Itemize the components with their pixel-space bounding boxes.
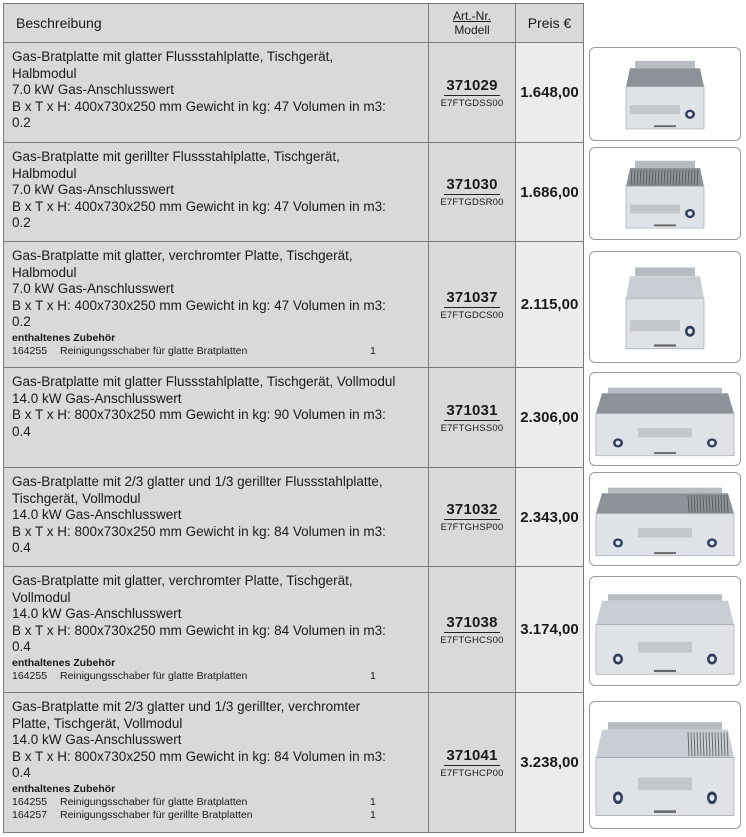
article-number: 371030	[446, 176, 498, 193]
column-header-article	[429, 4, 516, 43]
full-module-mixed-griddle-image	[589, 472, 741, 566]
product-price: 2.343,00	[516, 468, 584, 567]
accessory-quantity: 1	[370, 669, 376, 682]
half-module-ribbed-griddle-image	[589, 147, 741, 240]
accessory-quantity: 1	[370, 344, 376, 357]
product-description	[4, 242, 429, 368]
model-number: E7FTGHCP00	[440, 767, 504, 779]
table-header-row	[4, 4, 584, 43]
model-number: E7FTGDSS00	[440, 97, 504, 109]
product-description	[4, 143, 429, 242]
article-number: 371041	[446, 746, 498, 764]
model-number: E7FTGDCS00	[440, 309, 504, 321]
accessory-id: 164255	[12, 344, 48, 357]
accessory-row	[12, 796, 420, 809]
description-line: 14.0 kW Gas-Anschlusswert	[12, 606, 182, 621]
product-article	[429, 242, 516, 368]
product-description	[4, 43, 429, 143]
product-row	[4, 143, 584, 242]
description-line: 0.4	[12, 540, 31, 555]
accessory-id: 164257	[12, 808, 48, 821]
product-article	[429, 693, 516, 833]
accessory-row	[12, 670, 420, 683]
accessory-text: Reinigungsschaber für glatte Bratplatten	[60, 669, 248, 682]
description-line: 14.0 kW Gas-Anschlusswert	[12, 507, 182, 522]
description-line: 7.0 kW Gas-Anschlusswert	[12, 182, 175, 197]
description-line: 14.0 kW Gas-Anschlusswert	[12, 390, 182, 406]
description-line: 7.0 kW Gas-Anschlusswert	[12, 281, 175, 296]
article-number: 371032	[446, 501, 498, 518]
description-line: B x T x H: 400x730x250 mm Gewicht in kg: 47 Volumen in m3:	[12, 98, 386, 114]
product-row	[4, 368, 584, 468]
full-module-chrome-griddle-image	[589, 576, 741, 686]
product-row	[4, 468, 584, 567]
accessory-row	[12, 809, 420, 822]
description-line: 0.4	[12, 423, 31, 439]
description-line: B x T x H: 800x730x250 mm Gewicht in kg: 84 Volumen in m3:	[12, 622, 386, 638]
product-price: 2.306,00	[516, 368, 584, 468]
model-number: E7FTGHSS00	[440, 422, 504, 434]
column-header-art-nr: Art.-Nr.	[453, 9, 491, 23]
article-number: 371038	[446, 613, 498, 631]
description-line: B x T x H: 400x730x250 mm Gewicht in kg: 47 Volumen in m3:	[12, 198, 386, 214]
product-row	[4, 242, 584, 368]
product-description	[4, 693, 429, 833]
description-line: Vollmodul	[12, 589, 71, 605]
product-price: 3.174,00	[516, 567, 584, 693]
product-article	[429, 567, 516, 693]
full-module-smooth-griddle-image	[589, 372, 741, 466]
accessory-text: Reinigungsschaber für glatte Bratplatten	[60, 344, 248, 357]
accessory-row	[12, 345, 420, 358]
description-line: 0.2	[12, 215, 31, 230]
description-line: Gas-Bratplatte mit glatter, verchromter Platte, Tischgerät,	[12, 573, 353, 588]
article-number: 371031	[446, 401, 498, 419]
description-line: B x T x H: 400x730x250 mm Gewicht in kg: 47 Volumen in m3:	[12, 297, 386, 313]
description-line: 0.2	[12, 115, 31, 130]
description-line: Halbmodul	[12, 65, 77, 81]
column-header-price: Preis €	[516, 4, 584, 43]
full-module-chrome-mixed-griddle-image	[589, 701, 741, 829]
model-number: E7FTGDSR00	[440, 197, 504, 208]
accessory-quantity: 1	[370, 795, 376, 808]
product-price: 1.648,00	[516, 43, 584, 143]
product-article	[429, 143, 516, 242]
description-line: B x T x H: 800x730x250 mm Gewicht in kg: 90 Volumen in m3:	[12, 407, 386, 422]
description-line: 14.0 kW Gas-Anschlusswert	[12, 732, 182, 747]
article-number: 371037	[446, 288, 498, 306]
description-line: Gas-Bratplatte mit gerillter Flussstahlplatte, Tischgerät,	[12, 149, 340, 164]
description-line: Tischgerät, Vollmodul	[12, 490, 141, 506]
description-line: Platte, Tischgerät, Vollmodul	[12, 715, 183, 731]
description-line: B x T x H: 800x730x250 mm Gewicht in kg: 84 Volumen in m3:	[12, 523, 386, 539]
article-number: 371029	[446, 76, 498, 94]
accessory-text: Reinigungsschaber für gerillte Bratplatten	[60, 808, 253, 821]
product-price: 3.238,00	[516, 693, 584, 833]
accessory-id: 164255	[12, 795, 48, 808]
description-line: Gas-Bratplatte mit 2/3 glatter und 1/3 gerillter Flussstahlplatte,	[12, 474, 383, 489]
description-line: B x T x H: 800x730x250 mm Gewicht in kg: 84 Volumen in m3:	[12, 748, 386, 764]
half-module-chrome-griddle-image	[589, 251, 741, 363]
description-line: 0.4	[12, 639, 31, 654]
accessories-title: enthaltenes Zubehör	[12, 656, 116, 669]
product-article	[429, 368, 516, 468]
accessories-title: enthaltenes Zubehör	[12, 331, 116, 344]
description-line: Gas-Bratplatte mit glatter Flussstahlplatte, Tischgerät, Vollmodul	[12, 374, 396, 389]
table-body	[4, 43, 584, 833]
product-article	[429, 43, 516, 143]
description-line: 0.2	[12, 314, 31, 329]
product-description	[4, 468, 429, 567]
product-row	[4, 567, 584, 693]
product-price: 1.686,00	[516, 143, 584, 242]
product-price: 2.115,00	[516, 242, 584, 368]
product-description	[4, 567, 429, 693]
description-line: 0.4	[12, 765, 31, 780]
column-header-description: Beschreibung	[4, 4, 429, 43]
product-article	[429, 468, 516, 567]
description-line: Gas-Bratplatte mit 2/3 glatter und 1/3 gerillter, verchromter	[12, 699, 361, 714]
product-row	[4, 693, 584, 833]
description-line: Halbmodul	[12, 165, 77, 181]
description-line: Halbmodul	[12, 264, 77, 280]
product-row	[4, 43, 584, 143]
description-line: 7.0 kW Gas-Anschlusswert	[12, 82, 175, 97]
description-line: Gas-Bratplatte mit glatter, verchromter Platte, Tischgerät,	[12, 248, 353, 263]
accessory-id: 164255	[12, 669, 48, 682]
accessories-title: enthaltenes Zubehör	[12, 782, 116, 795]
price-table	[3, 3, 584, 833]
half-module-smooth-griddle-image	[589, 47, 741, 141]
model-number: E7FTGHSP00	[440, 522, 504, 533]
product-description	[4, 368, 429, 468]
model-number: E7FTGHCS00	[440, 634, 504, 646]
description-line: Gas-Bratplatte mit glatter Flussstahlplatte, Tischgerät,	[12, 49, 334, 64]
accessory-quantity: 1	[370, 808, 376, 821]
column-header-modell: Modell	[454, 23, 490, 37]
accessory-text: Reinigungsschaber für glatte Bratplatten	[60, 795, 248, 808]
